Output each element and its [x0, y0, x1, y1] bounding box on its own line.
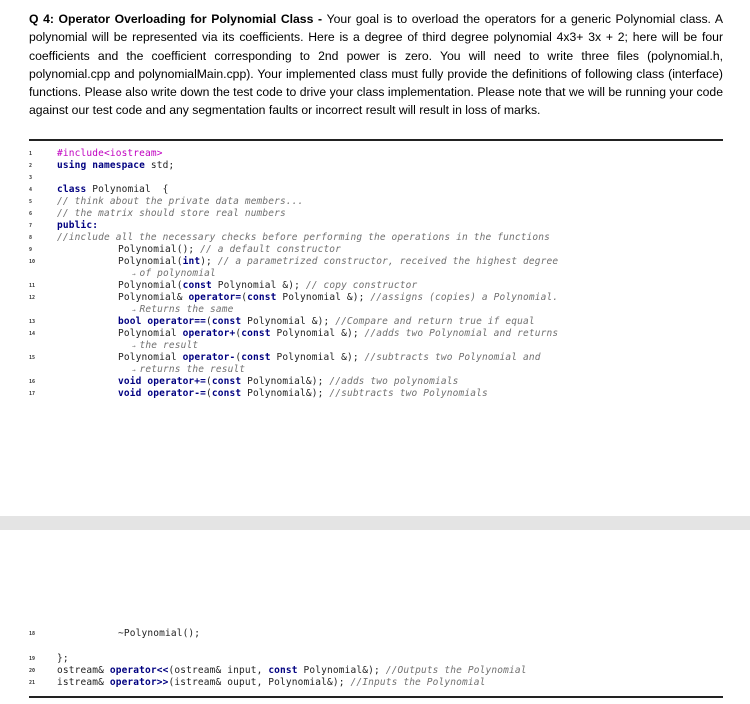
question-text	[29, 10, 723, 120]
code-comment: //adds two Polynomial and returns	[358, 328, 559, 339]
code-comment: // think about the private data members...	[57, 196, 304, 207]
line-number: 19	[29, 656, 36, 662]
code-comment: // a parametrized constructor, received the highest degree	[211, 256, 559, 267]
line-number: 13	[29, 319, 36, 325]
code-text: (	[206, 376, 212, 387]
wrap-arrow-icon: →	[132, 271, 140, 278]
keyword: const	[241, 328, 271, 339]
keyword: using namespace	[57, 160, 146, 171]
page-break-band	[0, 516, 750, 530]
code-line	[118, 316, 535, 327]
code-text: Polynomial &);	[270, 352, 359, 363]
code-comment: // the matrix should store real numbers	[57, 208, 286, 219]
code-text: (ostream& input,	[168, 665, 269, 676]
code-line	[57, 665, 527, 676]
keyword: operator+	[182, 328, 236, 339]
line-number: 5	[29, 199, 33, 205]
code-text: Polynomial &);	[276, 292, 365, 303]
code-text: Polynomial&	[118, 292, 189, 303]
line-number: 12	[29, 295, 36, 301]
code-text: (	[206, 316, 212, 327]
line-number: 9	[29, 247, 33, 253]
line-number: 20	[29, 668, 36, 674]
code-text: Polynomial&);	[241, 376, 324, 387]
code-line	[118, 376, 458, 387]
code-line: ~Polynomial();	[118, 628, 201, 639]
line-number: 15	[29, 355, 36, 361]
code-comment: //Inputs the Polynomial	[344, 677, 486, 688]
code-text: std;	[145, 160, 175, 171]
code-text: Polynomial();	[118, 244, 195, 255]
code-line	[118, 292, 558, 303]
code-text: istream&	[57, 677, 110, 688]
code-comment	[132, 268, 216, 279]
code-line	[118, 244, 341, 255]
line-number: 10	[29, 259, 36, 265]
code-comment: //include all the necessary checks before performing the operations in the functions	[57, 232, 551, 243]
code-comment-wrap: Returns the same	[139, 304, 234, 315]
keyword: const	[182, 280, 212, 291]
line-number: 16	[29, 379, 36, 385]
code-line	[57, 677, 486, 688]
code-text: Polynomial {	[86, 184, 169, 195]
keyword: void operator+=	[118, 376, 207, 387]
code-line: public:	[57, 220, 99, 231]
code-comment	[132, 340, 198, 351]
keyword: const	[211, 316, 242, 327]
line-number: 3	[29, 175, 33, 181]
code-line	[118, 328, 558, 339]
line-number: 1	[29, 151, 33, 157]
wrap-arrow-icon: →	[132, 343, 140, 350]
code-comment: //assigns (copies) a Polynomial.	[364, 292, 559, 303]
code-line	[57, 184, 169, 195]
code-text: Polynomial &);	[241, 316, 330, 327]
code-text: (	[235, 352, 242, 363]
code-text: (	[241, 292, 248, 303]
wrap-arrow-icon: →	[132, 307, 140, 314]
code-comment: //adds two polynomials	[323, 376, 459, 387]
wrap-arrow-icon: →	[132, 367, 140, 374]
code-line	[118, 280, 417, 291]
line-number: 4	[29, 187, 33, 193]
code-text: ostream&	[57, 665, 110, 676]
code-text: (istream& ouput, Polynomial&);	[168, 677, 345, 688]
keyword: operator<<	[109, 665, 169, 676]
keyword: int	[182, 256, 201, 267]
code-text: );	[200, 256, 212, 267]
line-number: 17	[29, 391, 36, 397]
line-number: 7	[29, 223, 33, 229]
code-line	[118, 352, 541, 363]
code-text: Polynomial &);	[270, 328, 359, 339]
code-comment: //Compare and return true if equal	[329, 316, 535, 327]
code-line	[118, 388, 488, 399]
keyword: class	[57, 184, 87, 195]
keyword: const	[268, 665, 298, 676]
code-comment: // a default constructor	[194, 244, 342, 255]
bottom-divider	[29, 696, 723, 698]
keyword: bool operator==	[118, 316, 207, 327]
code-text: Polynomial	[118, 352, 183, 363]
line-number: 11	[29, 283, 36, 289]
keyword: const	[241, 352, 271, 363]
code-comment: //subtracts two Polynomial and	[358, 352, 541, 363]
code-line: #include<iostream>	[57, 148, 163, 159]
code-text: Polynomial&);	[297, 665, 380, 676]
top-divider	[29, 139, 723, 141]
code-text: Polynomial(	[118, 256, 183, 267]
line-number: 18	[29, 631, 36, 637]
code-line	[118, 256, 558, 267]
code-comment	[132, 364, 245, 375]
line-number: 21	[29, 680, 36, 686]
code-text: Polynomial &);	[211, 280, 300, 291]
code-line	[57, 160, 174, 171]
code-comment-wrap: of polynomial	[139, 268, 216, 279]
keyword: const	[211, 376, 242, 387]
code-comment-wrap: the result	[139, 340, 199, 351]
code-text: Polynomial	[118, 328, 183, 339]
keyword: void operator-=	[118, 388, 207, 399]
code-comment: //subtracts two Polynomials	[323, 388, 488, 399]
line-number: 14	[29, 331, 36, 337]
code-comment	[132, 304, 233, 315]
code-text: Polynomial(	[118, 280, 183, 291]
code-text: (	[235, 328, 242, 339]
line-number: 2	[29, 163, 33, 169]
keyword: operator=	[188, 292, 242, 303]
code-text: Polynomial&);	[241, 388, 324, 399]
line-number: 8	[29, 235, 33, 241]
question-heading: Q 4: Operator Overloading for Polynomial Class -	[29, 12, 327, 26]
keyword: operator>>	[109, 677, 169, 688]
code-comment: // copy constructor	[299, 280, 418, 291]
question-body: Your goal is to overload the operators for a generic Polynomial class. A polynomial will be represented via its coefficients. Here is a degree of third degree polynomial 4x3+ 3x + 2; here will be four coefficients and the coefficient corresponding to 2nd power is zero. You will need to write three files (polynomial.h, polynomial.cpp and polynomialMain.cpp). Your implemented class must fully provide the definitions of following class (interface) functions. Please also write down the test code to drive your class implementation. Please note that we will be running your code against our test code and any segmentation faults or incorrect result will result in loss of marks.	[29, 12, 723, 118]
code-comment: //Outputs the Polynomial	[379, 665, 527, 676]
keyword: operator-	[182, 352, 236, 363]
keyword: const	[211, 388, 242, 399]
code-comment-wrap: returns the result	[139, 364, 246, 375]
line-number: 6	[29, 211, 33, 217]
keyword: const	[247, 292, 277, 303]
code-text: (	[206, 388, 212, 399]
code-line: };	[57, 653, 69, 664]
